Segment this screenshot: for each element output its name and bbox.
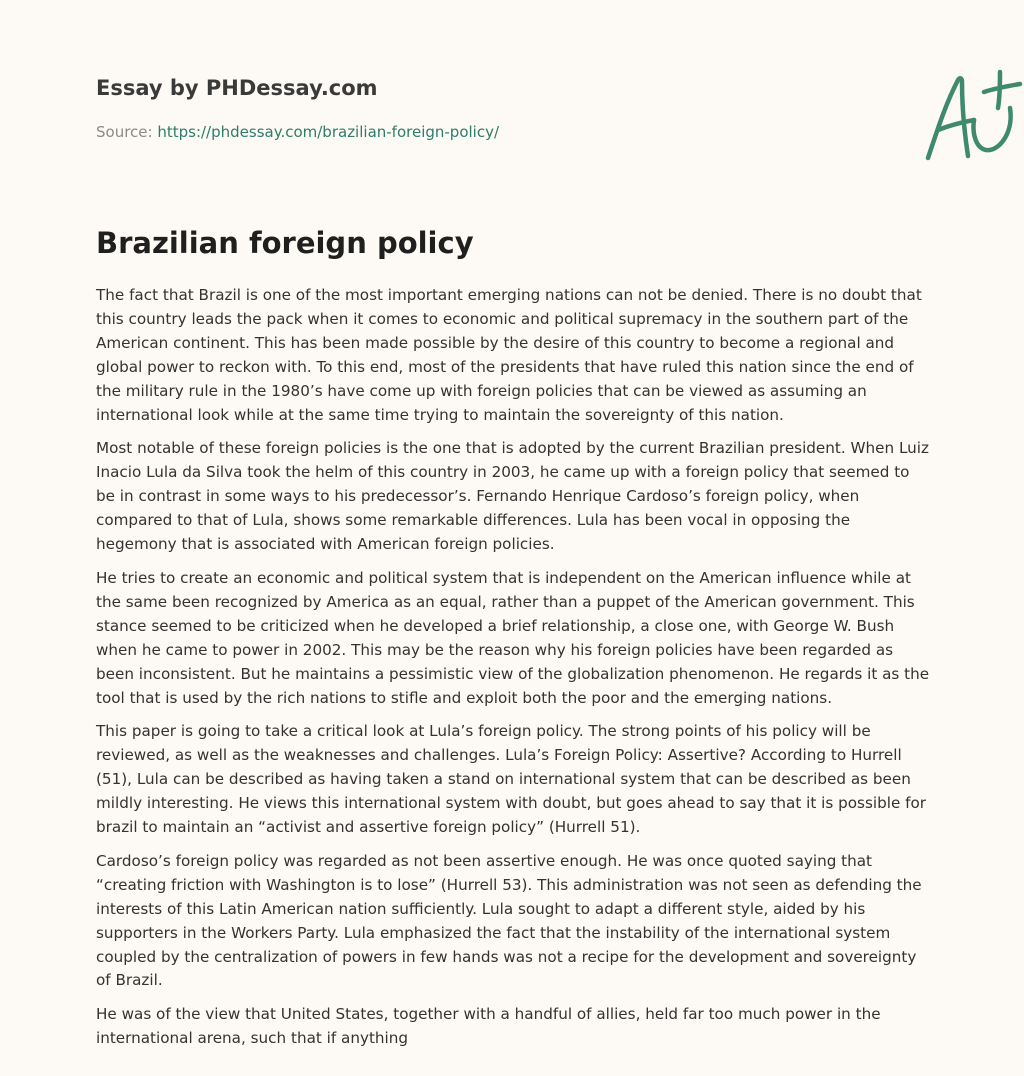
a-plus-logo-icon — [916, 68, 1024, 168]
source-line — [96, 123, 499, 141]
essay-paragraph: The fact that Brazil is one of the most important emerging nations can not be denied. There is no doubt that this country leads the pack when it comes to economic and political supremacy in the southern part of the American continent. This has been made possible by the desire of this country to become a regional and global power to reckon with. To this end, most of the presidents that have ruled this nation since the end of the military rule in the 1980’s have come up with foreign policies that can be viewed as assuming an international look while at the same time trying to maintain the sovereignty of this nation. — [96, 286, 922, 424]
essay-title: Brazilian foreign policy — [96, 226, 474, 260]
essay-paragraph: He was of the view that United States, together with a handful of allies, held far too much power in the international arena, such that if anything — [96, 1005, 881, 1048]
essay-paragraph: Most notable of these foreign policies is the one that is adopted by the current Brazilian president. When Luiz Inacio Lula da Silva took the helm of this country in 2003, he came up with a foreign policy that seemed to be in contrast in some ways to his predecessor’s. Fernando Henrique Cardoso’s foreign policy, when compared to that of Lula, shows some remarkable differences. Lula has been vocal in opposing the hegemony that is associated with American foreign policies. — [96, 439, 929, 554]
essay-paragraph: He tries to create an economic and political system that is independent on the American influence while at the same been recognized by America as an equal, rather than a puppet of the American government. This stance seemed to be criticized when he developed a brief relationship, a close one, with George W. Bush when he came to power in 2002. This may be the reason why his foreign policies have been regarded as been inconsistent. But he maintains a pessimistic view of the globalization phenomenon. He regards it as the tool that is used by the rich nations to stifle and exploit both the poor and the emerging nations. — [96, 568, 930, 707]
essay-paragraph: Cardoso’s foreign policy was regarded as not been assertive enough. He was once quoted saying that “creating friction with Washington is to lose” (Hurrell 53). This administration was not seen as defending the interests of this Latin American nation sufficiently. Lula sought to adapt a different style, aided by his supporters in the Workers Party. Lula emphasized the fact that the instability of the international system coupled by the centralization of powers in few hands was not a recipe for the development and sovereignty of Brazil. — [96, 851, 922, 990]
source-link[interactable]: https://phdessay.com/brazilian-foreign-policy/ — [157, 123, 500, 141]
essay-body — [96, 284, 930, 1061]
essay-paragraph: This paper is going to take a critical look at Lula’s foreign policy. The strong points of his policy will be reviewed, as well as the weaknesses and challenges. Lula’s Foreign Policy: Assertive? According to Hurrell (51), Lula can be described as having taken a stand on international system that can be described as been mildly interesting. He views this international system with doubt, but goes ahead to say that it is possible for brazil to maintain an “activist and assertive foreign policy” (Hurrell 51). — [96, 722, 927, 837]
site-brand: Essay by PHDessay.com — [96, 76, 378, 100]
source-label: Source: — [96, 123, 158, 141]
